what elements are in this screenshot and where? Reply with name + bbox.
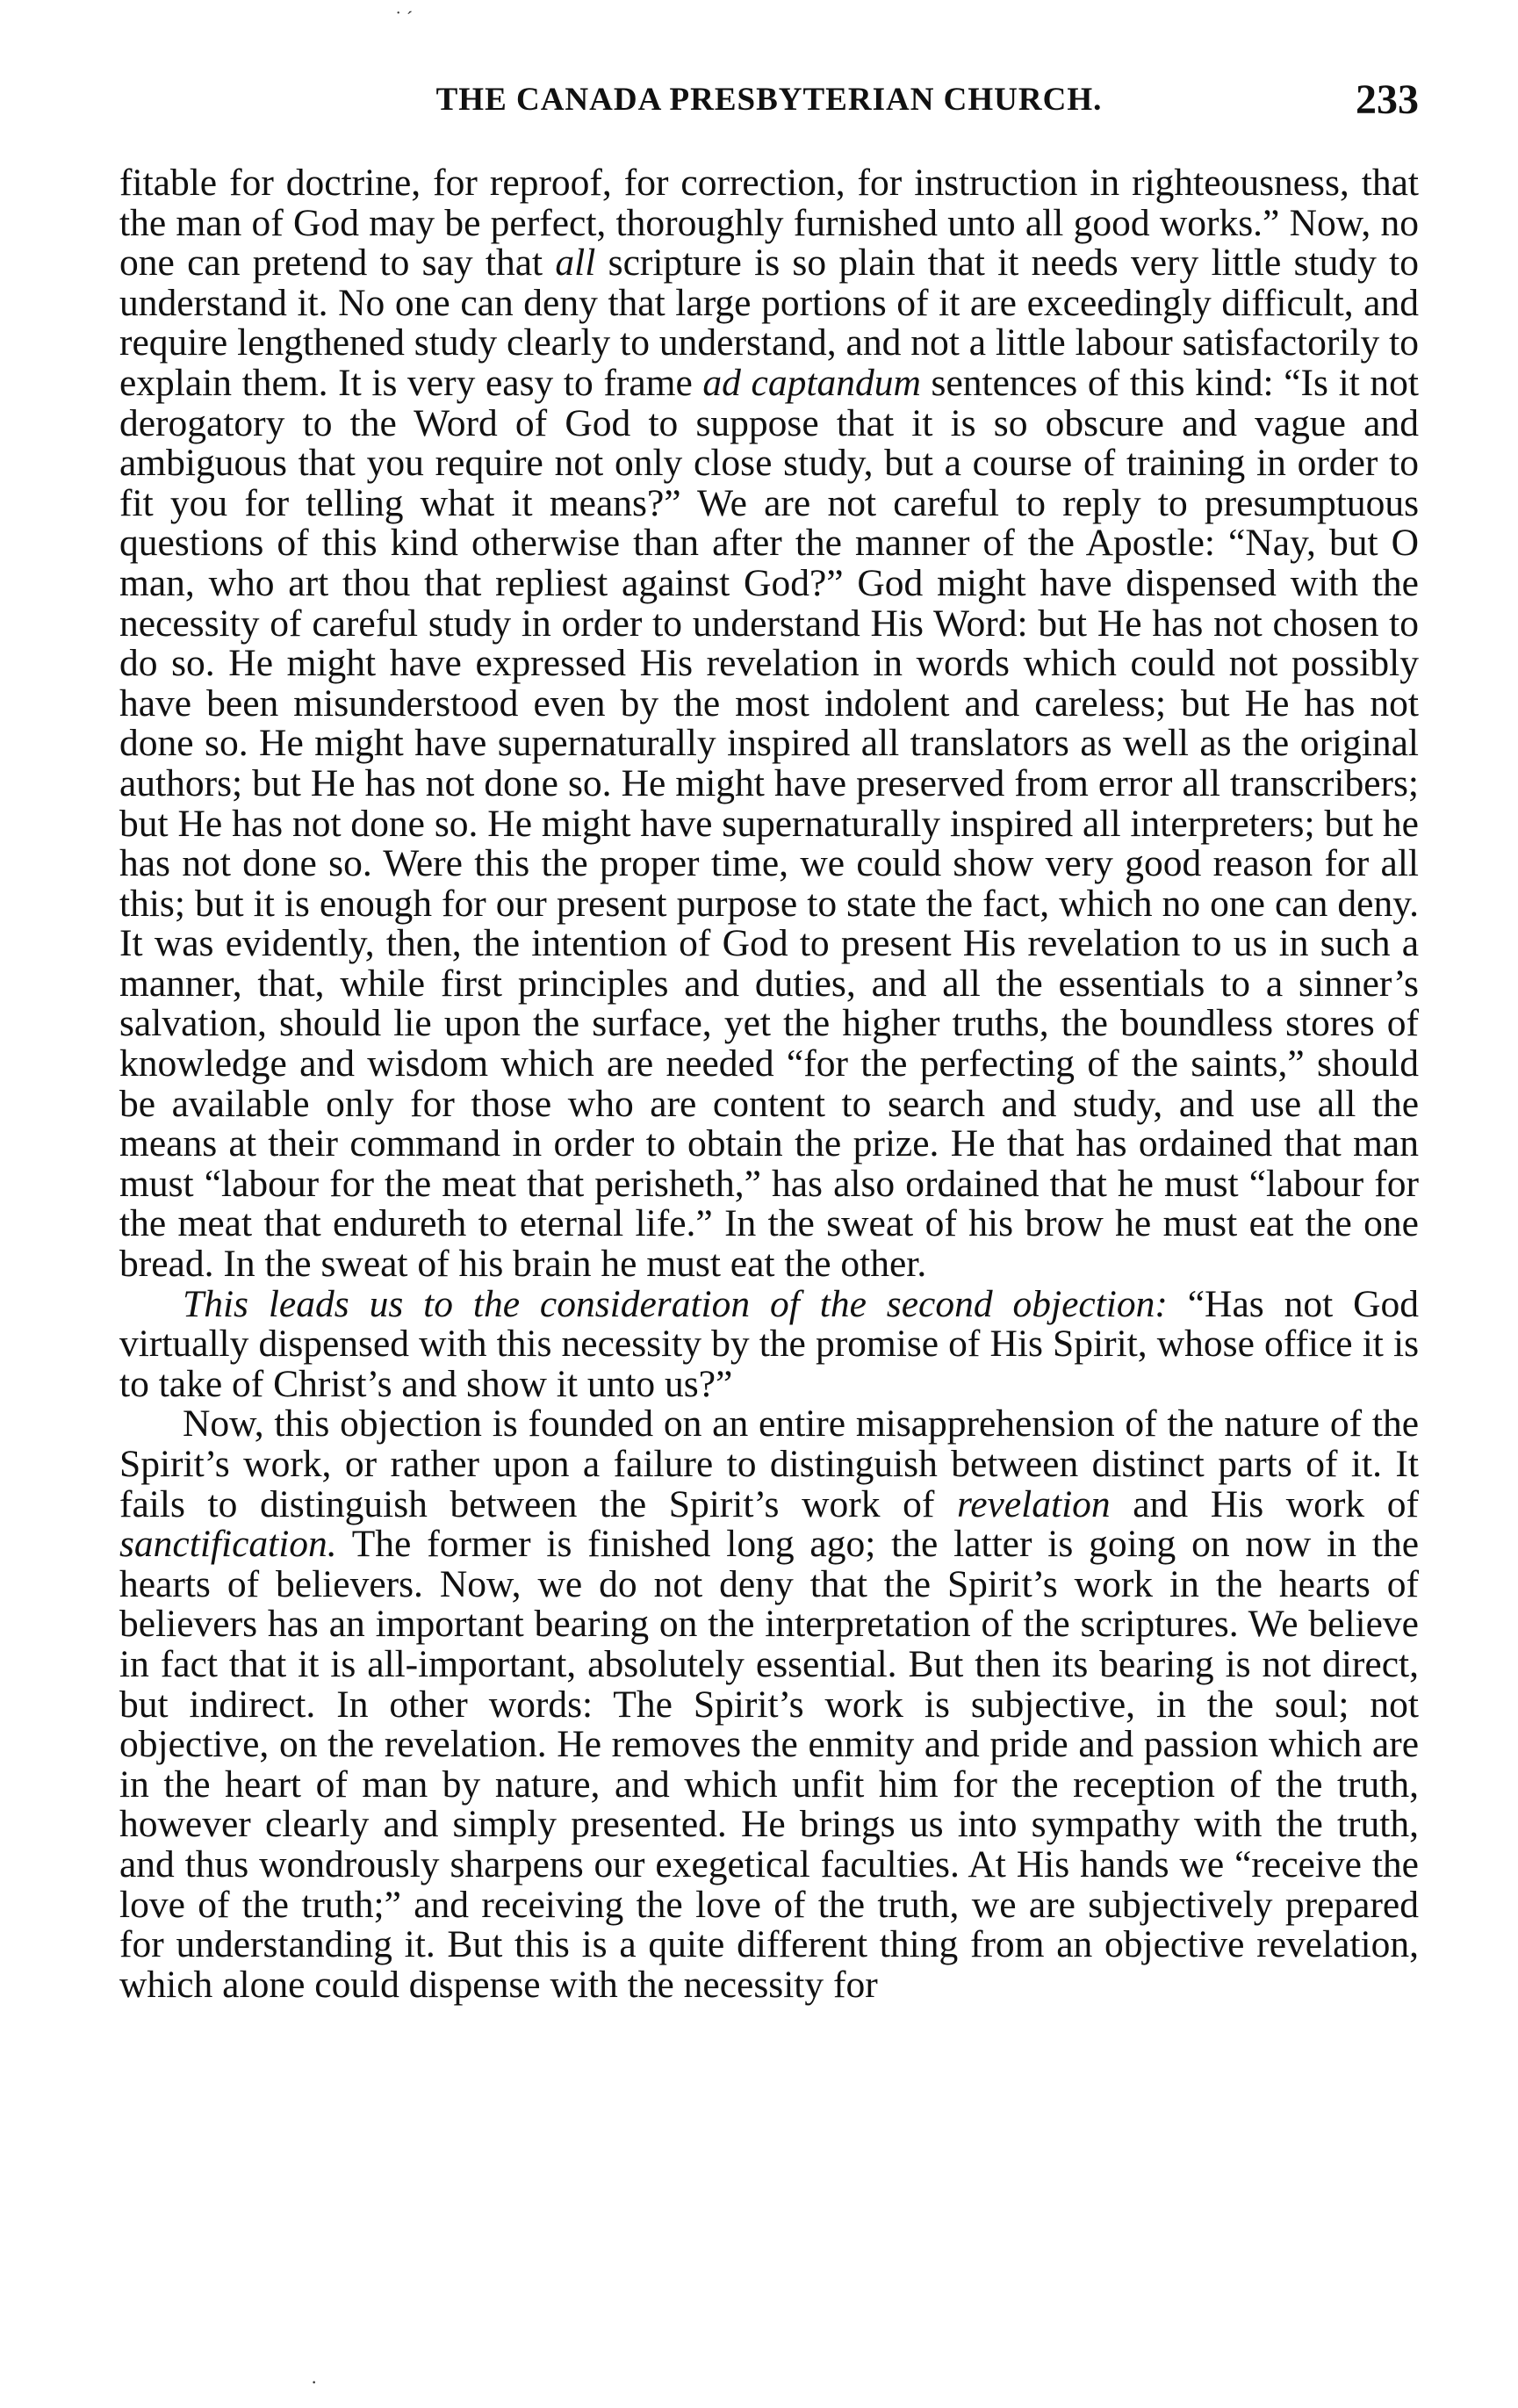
- paragraph: [119, 1282, 1420, 1405]
- text-run: and His work of: [1110, 1482, 1419, 1525]
- italic-text: sanctification.: [119, 1523, 337, 1566]
- paragraph: [119, 1404, 1419, 2005]
- text-run: The former is finished long ago; the latter is going on now in the hearts of believers. Now, we do not deny that the Spirit’s work in the hearts of believers has an important bearing on the interpretation of the scriptures. We believe in fact that it is all-important, absolutely essential. But then its bearing is not direct, but indirect. In other words: The Spirit’s work is subjective, in the soul; not objective, on the revelation. He removes the enmity and pride and passion which are in the heart of man by nature, and which unfit him for the reception of the truth, however clearly and simply presented. He brings us into sympathy with the truth, and thus wondrously sharpens our exegetical faculties. At His hands we “receive the love of the truth;” and receiving the love of the truth, we are subjectively prepared for understanding it. But this is a quite different thing from an objective revelation, which alone could dispense with the necessity for: [119, 1523, 1419, 2006]
- italic-text: This leads us to the consideration of the second objection:: [183, 1282, 1168, 1325]
- text-run: “Has not God virtually dispensed with this necessity by the promise of His Spirit, whose office it is to take of Christ’s and show it unto us?”: [119, 1282, 1420, 1405]
- print-speck: ·: [311, 2371, 318, 2393]
- italic-text: all: [555, 242, 596, 285]
- text-run: sentences of this kind: “Is it not derogatory to the Word of God to suppose that it is so obscure and vague and ambiguous that you require not only close study, but a course of training in order to fit you for telling what it means?” We are not careful to reply to presumptuous questions of this kind otherwise than after the manner of the Apostle: “Nay, but O man, who art thou that repliest against God?” God might have dispensed with the necessity of careful study in order to understand His Word: but He has not chosen to do so. He might have expressed His revelation in words which could not possibly have been misunderstood even by the most indolent and careless; but He has not done so. He might have supernaturally inspired all translators as well as the original authors; but He has not done so. He might have preserved from error all transcribers; but He has not done so. He might have supernaturally inspired all interpreters; but he has not done so. Were this the proper time, we could show very good reason for all this; but it is enough for our present purpose to state the fact, which no one can deny. It was evidently, then, the intention of God to present His revelation to us in such a manner, that, while first principles and duties, and all the essentials to a sinner’s salvation, should lie upon the surface, yet the higher truths, the boundless stores of knowledge and wisdom which are needed “for the perfecting of the saints,” should be available only for those who are content to search and study, and use all the means at their command in order to obtain the prize. He that has ordained that man must “labour for the meat that perisheth,” has also ordained that he must “labour for the meat that endureth to eternal life.” In the sweat of his brow he must eat the one bread. In the sweat of his brain he must eat the other.: [119, 361, 1419, 1286]
- text-run: Now, this objection is founded on an entire misapprehension of the nature of the Spirit’s work, or rather upon a failure to distinguish between distinct parts of it. It fails to distinguish between the Spirit’s work of: [119, 1402, 1419, 1525]
- running-title: THE CANADA PRESBYTERIAN CHURCH.: [435, 82, 1103, 118]
- print-speck: ˙ ˊ: [395, 7, 414, 29]
- italic-text: revelation: [956, 1482, 1111, 1525]
- italic-text: ad captandum: [702, 361, 921, 404]
- paragraph: [119, 163, 1419, 1285]
- page-number: 233: [1356, 76, 1419, 123]
- text-run: fitable for doctrine, for reproof, for correction, for instruction in righteousness, that the man of God may be perfect, thoroughly furnished unto all good works.” Now, no one can pretend to say that: [119, 162, 1419, 285]
- text-run: scripture is so plain that it needs very little study to understand it. No one can deny that large portions of it are exceedingly difficult, and require lengthened study clearly to understand, and not a little labour satisfactorily to explain them. It is very easy to frame: [119, 242, 1419, 404]
- page-header: [119, 76, 1419, 128]
- body-text: [119, 163, 1419, 2005]
